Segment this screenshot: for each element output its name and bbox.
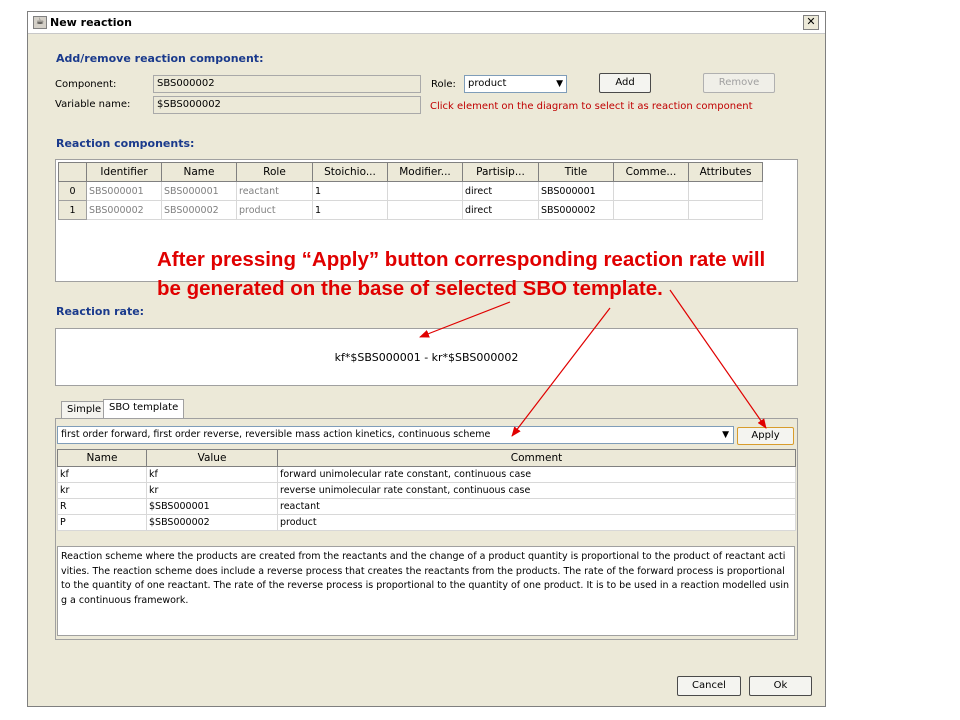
- param-value[interactable]: $SBS000002: [147, 515, 278, 531]
- column-header[interactable]: Stoichio...: [313, 163, 388, 182]
- selection-hint: Click element on the diagram to select it as reaction component: [430, 101, 753, 112]
- cell-name[interactable]: SBS000001: [162, 182, 237, 201]
- param-value[interactable]: kr: [147, 483, 278, 499]
- tab-simple[interactable]: Simple: [61, 401, 107, 418]
- component-field[interactable]: SBS000002: [153, 75, 421, 93]
- param-name[interactable]: kr: [58, 483, 147, 499]
- annotation-text: After pressing “Apply” button corresponding reaction rate will be generated on the base of selected SBO template.: [157, 248, 766, 300]
- arrow-to-apply: [670, 290, 766, 428]
- ok-button[interactable]: Ok: [749, 676, 812, 696]
- param-name[interactable]: P: [58, 515, 147, 531]
- cell-title[interactable]: SBS000001: [539, 182, 614, 201]
- dropdown-arrow-icon: ▼: [556, 79, 563, 89]
- param-comment[interactable]: product: [278, 515, 796, 531]
- column-header[interactable]: Role: [237, 163, 313, 182]
- component-label: Component:: [55, 79, 117, 90]
- column-header[interactable]: Name: [162, 163, 237, 182]
- param-name[interactable]: R: [58, 499, 147, 515]
- row-number[interactable]: 0: [59, 182, 87, 201]
- tab-sbo-template[interactable]: SBO template: [103, 399, 184, 419]
- close-button[interactable]: ✕: [803, 15, 819, 30]
- reaction-rate-title: Reaction rate:: [56, 305, 145, 318]
- cell-identifier[interactable]: SBS000001: [87, 182, 162, 201]
- param-value[interactable]: $SBS000001: [147, 499, 278, 515]
- column-header[interactable]: Comment: [278, 450, 796, 467]
- cell-title[interactable]: SBS000002: [539, 201, 614, 220]
- column-header[interactable]: Title: [539, 163, 614, 182]
- column-header[interactable]: Attributes: [689, 163, 763, 182]
- reaction-components-title: Reaction components:: [56, 137, 195, 150]
- arrow-to-rate: [420, 302, 510, 337]
- app-icon: ☕: [33, 16, 47, 29]
- cell-partisipation[interactable]: direct: [463, 182, 539, 201]
- column-header[interactable]: Comme...: [614, 163, 689, 182]
- param-name[interactable]: kf: [58, 467, 147, 483]
- reaction-rate-expression: kf*$SBS000001 - kr*$SBS000002: [334, 351, 519, 364]
- variable-name-label: Variable name:: [55, 99, 131, 110]
- cell-role[interactable]: reactant: [237, 182, 313, 201]
- param-comment[interactable]: forward unimolecular rate constant, continuous case: [278, 467, 796, 483]
- cell-stoichiometry[interactable]: 1: [313, 201, 388, 220]
- param-value[interactable]: kf: [147, 467, 278, 483]
- column-header[interactable]: Identifier: [87, 163, 162, 182]
- param-comment[interactable]: reactant: [278, 499, 796, 515]
- cell-name[interactable]: SBS000002: [162, 201, 237, 220]
- cancel-button[interactable]: Cancel: [677, 676, 741, 696]
- cell-partisipation[interactable]: direct: [463, 201, 539, 220]
- cell-identifier[interactable]: SBS000002: [87, 201, 162, 220]
- param-comment[interactable]: reverse unimolecular rate constant, continuous case: [278, 483, 796, 499]
- sbo-template-value: first order forward, first order reverse, reversible mass action kinetics, continuous scheme: [61, 429, 491, 440]
- variable-name-field[interactable]: $SBS000002: [153, 96, 421, 114]
- cell-stoichiometry[interactable]: 1: [313, 182, 388, 201]
- sbo-description-text[interactable]: Reaction scheme where the products are created from the reactants and the change of a product quantity is proportional to the product of reactant activities. The reaction scheme does include a reverse process that creates the reactants from the products. The rate of the forward process is proportional to the quantity of one reactant. The rate of the reverse process is proportional to the quantity of one product. It is to be used in a reaction modelled using a continuous framework.: [57, 546, 795, 636]
- column-header[interactable]: Name: [58, 450, 147, 467]
- add-remove-section-title: Add/remove reaction component:: [56, 52, 264, 65]
- row-number[interactable]: 1: [59, 201, 87, 220]
- add-button[interactable]: Add: [599, 73, 651, 93]
- role-label: Role:: [431, 79, 456, 90]
- remove-button[interactable]: Remove: [703, 73, 775, 93]
- column-header[interactable]: Modifier...: [388, 163, 463, 182]
- column-header[interactable]: Value: [147, 450, 278, 467]
- column-header[interactable]: Partisip...: [463, 163, 539, 182]
- arrow-to-template: [512, 308, 610, 436]
- cell-role[interactable]: product: [237, 201, 313, 220]
- apply-button[interactable]: Apply: [737, 427, 794, 445]
- role-select-value: product: [468, 78, 507, 89]
- window-title: New reaction: [50, 16, 132, 29]
- dropdown-arrow-icon: ▼: [722, 430, 729, 440]
